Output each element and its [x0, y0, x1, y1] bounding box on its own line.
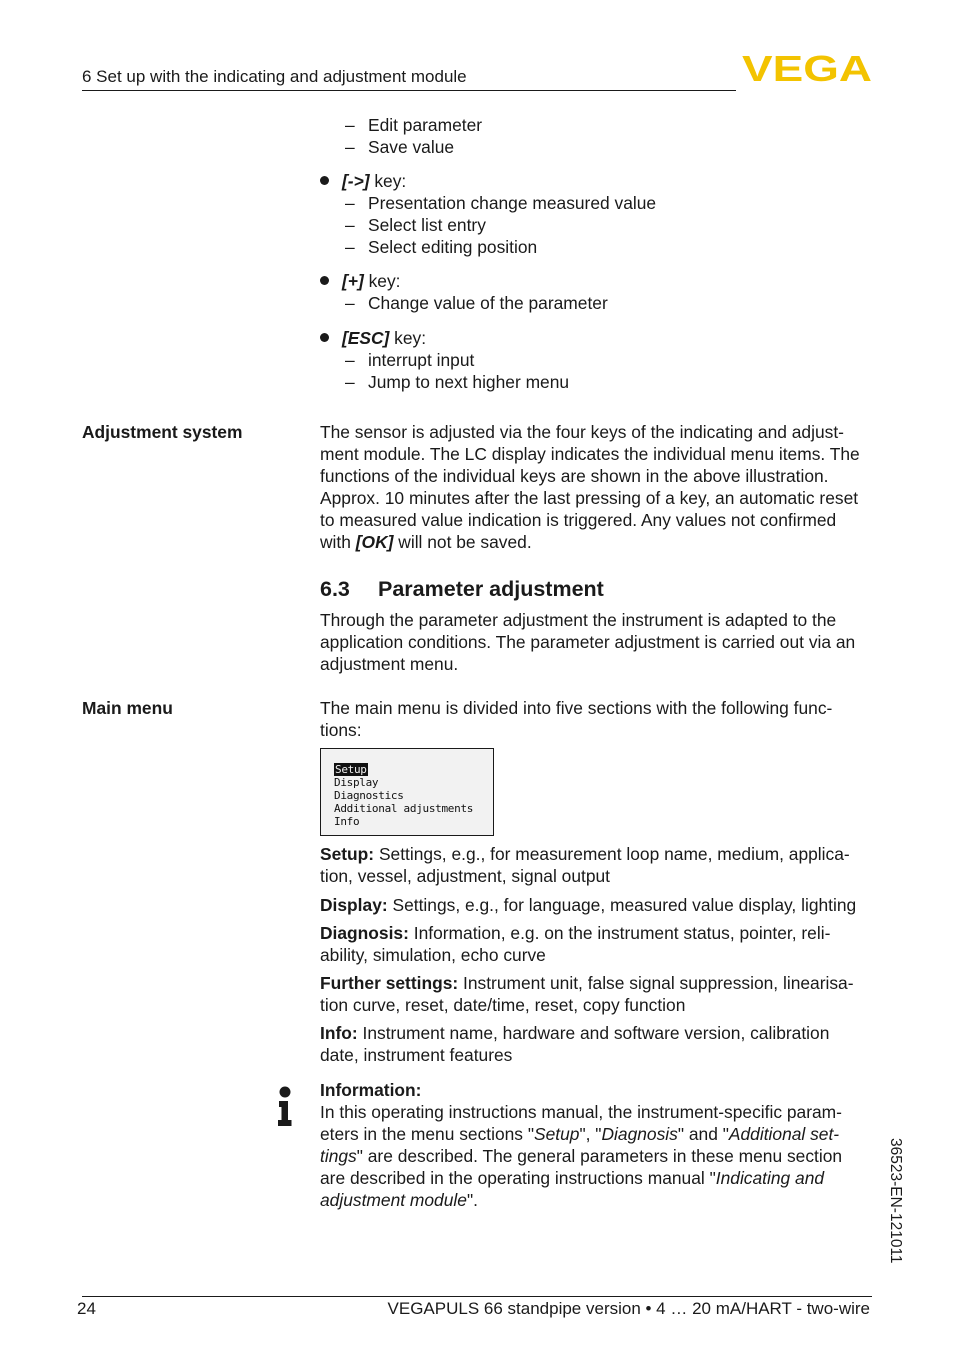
section-heading: 6.3 Parameter adjustment	[320, 577, 604, 601]
diagnosis-description: Diagnosis: Information, e.g. on the instrument status, pointer, reli- ability, simulation, echo curve	[320, 923, 831, 965]
list-item: – Select list entry	[345, 215, 486, 235]
further-settings-description: Further settings: Instrument unit, false signal suppression, linearisa- tion curve, reset, date/time, reset, copy function	[320, 973, 854, 1015]
lcd-menu-item-additional: Additional adjustments	[334, 802, 474, 815]
arrow-key-actions	[345, 192, 656, 258]
plus-key-actions	[345, 292, 608, 314]
setup-description: Setup: Settings, e.g., for measurement loop name, medium, applica- tion, vessel, adjustment, signal output	[320, 844, 850, 886]
plus-key-bullet: [+] key:	[320, 270, 400, 292]
esc-key-actions	[345, 349, 569, 393]
information-heading: Information:	[320, 1080, 422, 1100]
logo-text: VEGA	[742, 52, 872, 84]
footer-product-title: VEGAPULS 66 standpipe version • 4 … 20 mA/HART - two-wire	[387, 1299, 870, 1318]
list-item: – Select editing position	[345, 237, 538, 257]
information-note: Information: In this operating instructions manual, the instrument-specific param- eters in the menu sections "Setup", "Diagnosis" and "Additional set- tings" are described. The general parameters in these menu section are described in the operating instructions manual "Indicating and adjustment module".	[320, 1079, 876, 1211]
list-item: – Presentation change measured value	[345, 193, 657, 213]
lcd-menu-item-setup: Setup	[335, 763, 367, 776]
display-description: Display: Settings, e.g., for language, measured value display, lighting	[320, 895, 857, 915]
header-divider	[82, 90, 736, 91]
bullet-icon	[320, 333, 329, 342]
lcd-menu-item-diagnostics: Diagnostics	[334, 789, 404, 802]
list-item: – Edit parameter	[345, 115, 483, 135]
lcd-main-menu-display	[320, 748, 494, 836]
section-intro: Through the parameter adjustment the instrument is adapted to the application conditions. The parameter adjustment is carried out via an adjustment menu.	[320, 610, 856, 674]
info-description: Info: Instrument name, hardware and software version, calibration date, instrument features	[320, 1023, 830, 1065]
list-item: – Change value of the parameter	[345, 293, 608, 313]
esc-key-bullet: [ESC] key:	[320, 327, 426, 349]
list-item: – Save value	[345, 137, 455, 157]
lcd-menu-item-display: Display	[334, 776, 379, 789]
list-item: – Jump to next higher menu	[345, 372, 570, 392]
main-menu-intro: The main menu is divided into five sections with the following func- tions:	[320, 698, 833, 740]
footer-divider	[82, 1296, 872, 1297]
adjustment-system-paragraph: The sensor is adjusted via the four keys of the indicating and adjust- ment module. The LC display indicates the individual menu items. The functions of the individual keys are shown in the above illustration. Approx. 10 minutes after the last pressing of a key, an automatic reset to measured value indication is triggered. Any values not confirmed with [OK] will not be saved.	[320, 422, 860, 552]
bullet-icon	[320, 176, 329, 185]
running-header: 6 Set up with the indicating and adjustment module	[82, 67, 467, 86]
ok-key-actions	[345, 114, 482, 158]
adjustment-system-label: Adjustment system	[82, 422, 243, 442]
vega-logo	[742, 52, 872, 84]
document-number: 36523-EN-121011	[887, 1138, 904, 1264]
page-number: 24	[77, 1299, 96, 1318]
arrow-key-bullet: [->] key:	[320, 170, 406, 192]
main-menu-label: Main menu	[82, 698, 173, 718]
list-item: – interrupt input	[345, 350, 475, 370]
info-icon	[276, 1086, 294, 1126]
lcd-menu-item-info: Info	[334, 815, 360, 828]
bullet-icon	[320, 276, 329, 285]
